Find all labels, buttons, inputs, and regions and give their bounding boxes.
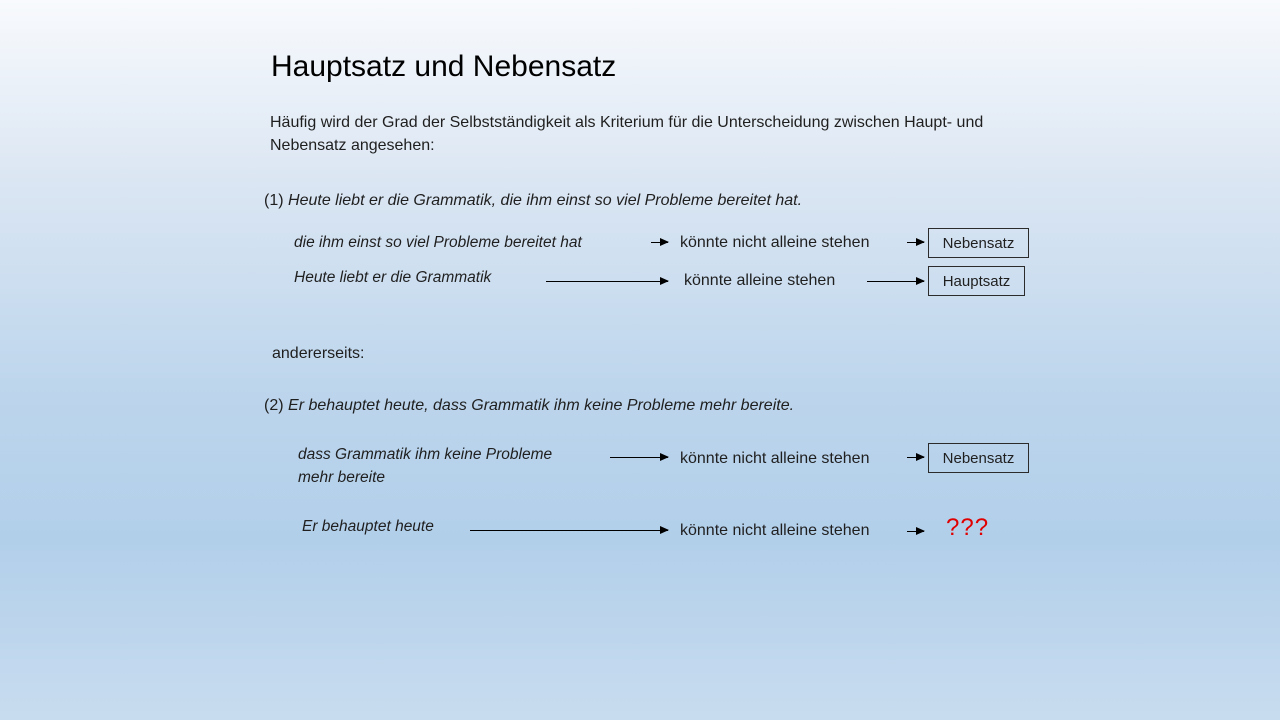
example-1-result-2: könnte alleine stehen (684, 272, 836, 289)
arrow-icon (907, 242, 924, 243)
example-2-text: Er behauptet heute, dass Grammatik ihm keine Probleme mehr bereite. (288, 397, 795, 414)
nebensatz-label-box-2: Nebensatz (928, 443, 1029, 473)
hauptsatz-label-box: Hauptsatz (928, 266, 1025, 296)
arrow-icon (610, 457, 668, 458)
arrow-icon (651, 242, 668, 243)
transition-text: andererseits: (272, 345, 365, 362)
example-2-result-2: könnte nicht alleine stehen (680, 522, 870, 539)
example-1-result-1: könnte nicht alleine stehen (680, 234, 870, 251)
example-1-number: (1) (264, 192, 284, 209)
example-2-clause-1-line-2: mehr bereite (298, 469, 386, 486)
example-1-text: Heute liebt er die Grammatik, die ihm einst so viel Probleme bereitet hat. (288, 192, 803, 209)
intro-text: Häufig wird der Grad der Selbstständigkeit als Kriterium für die Unterscheidung zwischen Haupt- und Nebensatz angesehen: (270, 114, 984, 154)
example-1-clause-2: Heute liebt er die Grammatik (294, 269, 492, 286)
example-2-sentence (264, 397, 794, 415)
arrow-icon (470, 530, 668, 531)
example-2-result-1: könnte nicht alleine stehen (680, 450, 870, 467)
example-1-clause-1: die ihm einst so viel Probleme bereitet hat (294, 234, 582, 251)
question-marks: ??? (946, 514, 990, 541)
nebensatz-label-box: Nebensatz (928, 228, 1029, 258)
example-2-clause-2: Er behauptet heute (302, 518, 434, 535)
example-2-clause-1-line-1: dass Grammatik ihm keine Probleme (298, 446, 553, 463)
example-1-sentence (264, 192, 802, 210)
example-2-number: (2) (264, 397, 284, 414)
arrow-icon (546, 281, 668, 282)
arrow-icon (867, 281, 924, 282)
arrow-icon (907, 457, 924, 458)
arrow-icon (907, 531, 924, 532)
slide-title: Hauptsatz und Nebensatz (271, 50, 617, 83)
